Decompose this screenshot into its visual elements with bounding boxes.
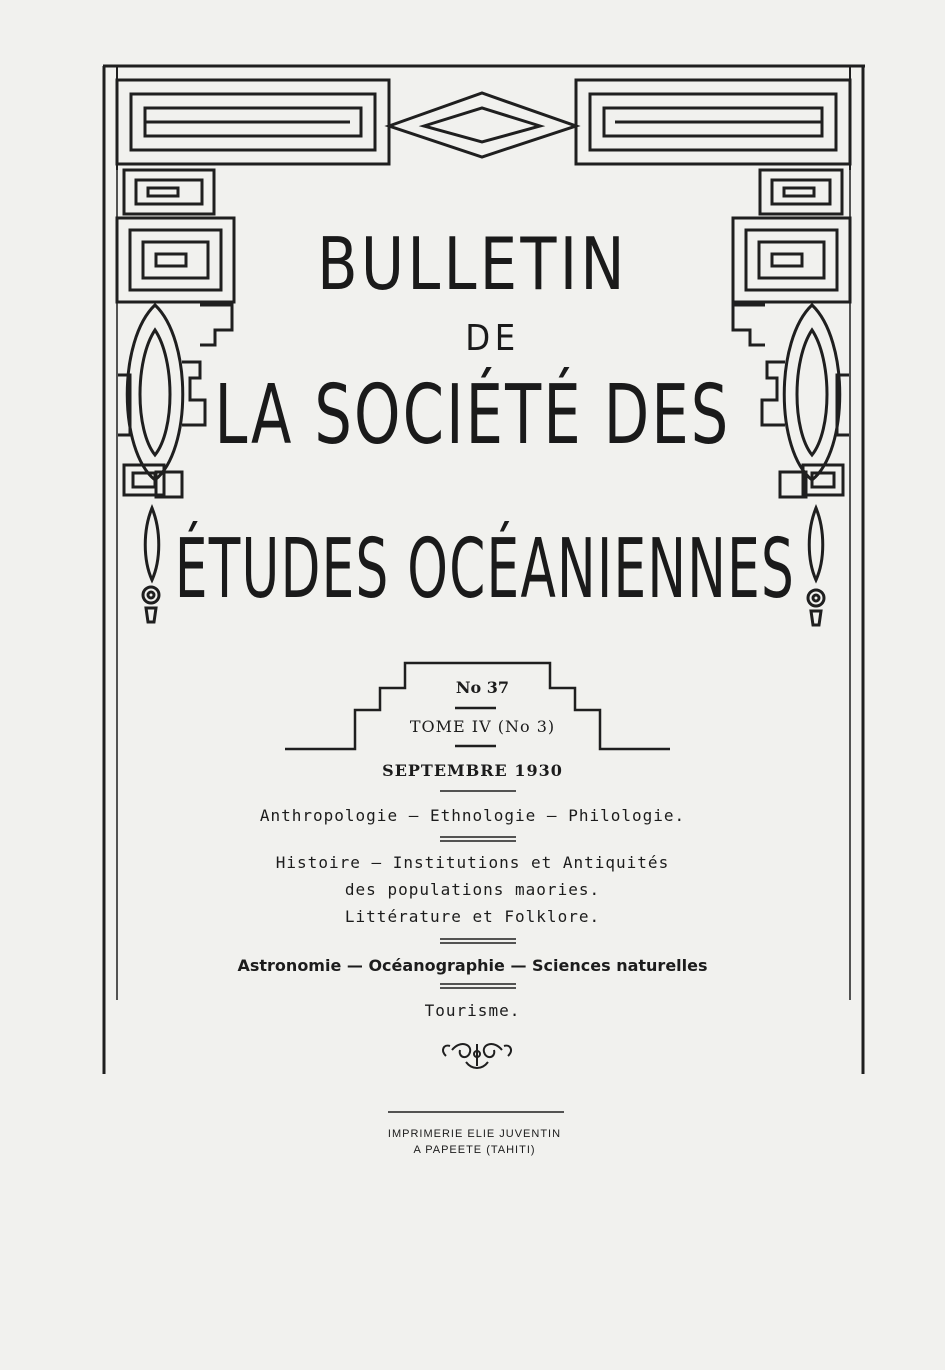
issue-date: SEPTEMBRE 1930 (382, 761, 563, 780)
printer-name: IMPRIMERIE ELIE JUVENTIN (387, 1128, 562, 1140)
title-etudes: ÉTUDES OCÉANIENNES (174, 522, 796, 617)
subjects-line-2: Histoire — Institutions et Antiquités (275, 853, 670, 872)
subjects-line-5: Astronomie — Océanographie — Sciences naturelles (237, 956, 708, 975)
title-bulletin: BULLETIN (317, 222, 628, 306)
stepped-pyramid (285, 663, 670, 749)
printer-location: A PAPEETE (TAHITI) (413, 1144, 536, 1156)
tome-label: TOME IV (No 3) (409, 717, 556, 736)
title-de: DE (465, 318, 520, 359)
subjects-line-3: des populations maories. (344, 880, 601, 899)
floral-vignette (443, 1044, 511, 1068)
title-societe: LA SOCIÉTÉ DES (214, 368, 731, 463)
issue-number: No 37 (455, 678, 510, 697)
diamond-ornament (389, 93, 576, 157)
subjects-line-6: Tourisme. (424, 1001, 521, 1020)
subjects-line-4: Littérature et Folklore. (344, 907, 601, 926)
subjects-line-1: Anthropologie — Ethnologie — Philologie. (259, 806, 686, 825)
